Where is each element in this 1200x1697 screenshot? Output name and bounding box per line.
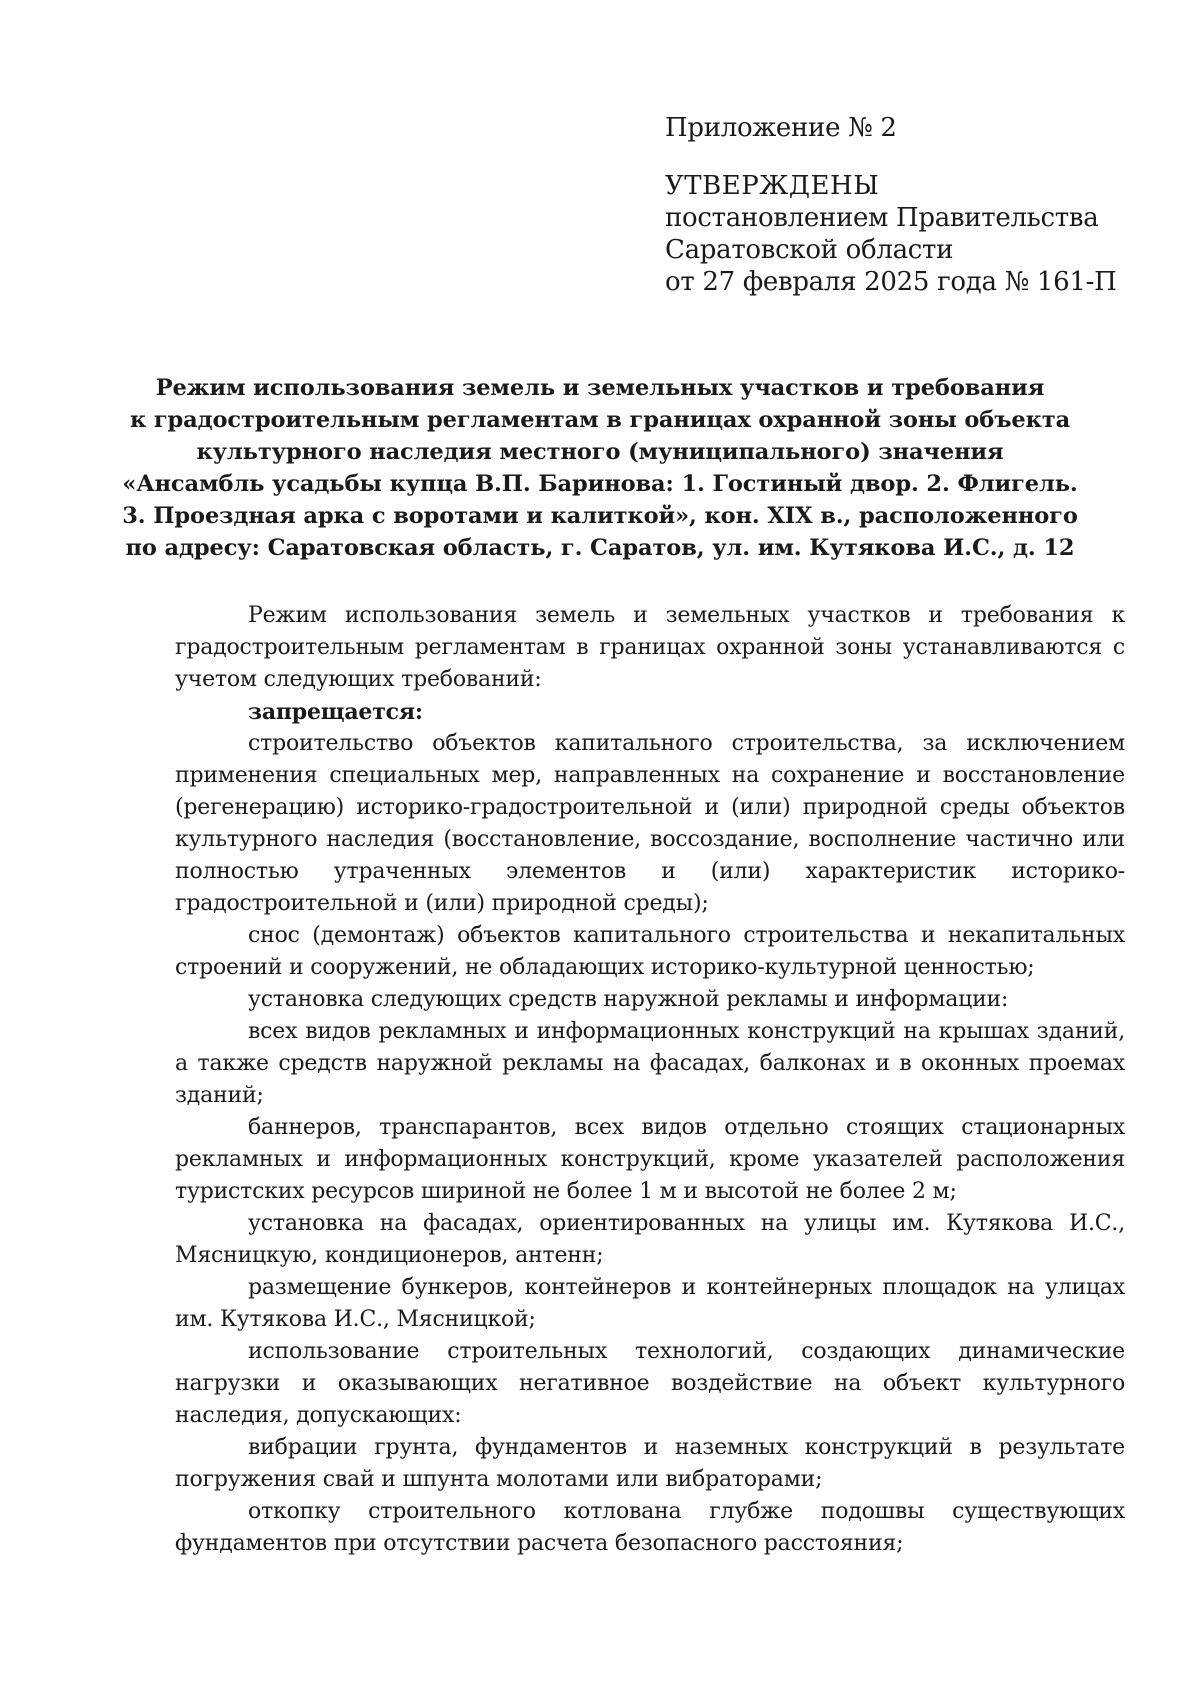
title-line: по адресу: Саратовская область, г. Саратов, ул. им. Кутякова И.С., д. 12 bbox=[125, 535, 1075, 561]
intro-paragraph: Режим использования земель и земельных участков и требования к градостроительным регламентам в границах охранной зоны устанавливаются с учетом следующих требований: bbox=[175, 603, 1125, 692]
list-item: использование строительных технологий, создающих динамические нагрузки и оказывающих негативное воздействие на объект культурного наследия, допускающих: bbox=[175, 1339, 1125, 1428]
approved-heading: УТВЕРЖДЕНЫ bbox=[665, 171, 880, 201]
approval-block bbox=[665, 112, 1117, 298]
document-title bbox=[120, 372, 1080, 564]
approved-date-line: от 27 февраля 2025 года № 161-П bbox=[665, 267, 1117, 297]
title-line: «Ансамбль усадьбы купца В.П. Баринова: 1. Гостиный двор. 2. Флигель. bbox=[122, 471, 1078, 497]
list-item: откопку строительного котлована глубже подошвы существующих фундаментов при отсутствии расчета безопасного расстояния; bbox=[175, 1499, 1125, 1556]
forbidden-label: запрещается: bbox=[248, 699, 423, 725]
list-item: вибрации грунта, фундаментов и наземных конструкций в результате погружения свай и шпунта молотами или вибраторами; bbox=[175, 1435, 1125, 1492]
document-body bbox=[175, 600, 1125, 1560]
annex-number: Приложение № 2 bbox=[665, 113, 897, 143]
list-item: строительство объектов капитального строительства, за исключением применения специальных мер, направленных на сохранение и восстановление (регенерацию) историко-градостроительной и (или) природной среды объектов культурного наследия (восстановление, воссоздание, восполнение частично или полностью утраченных элементов и (или) характеристик историко-градостроительной и (или) природной среды); bbox=[175, 731, 1125, 916]
list-item: установка на фасадах, ориентированных на улицы им. Кутякова И.С., Мясницкую, кондиционеров, антенн; bbox=[175, 1211, 1125, 1268]
list-item: всех видов рекламных и информационных конструкций на крышах зданий, а также средств наружной рекламы на фасадах, балконах и в оконных проемах зданий; bbox=[175, 1019, 1125, 1108]
approved-by-line: постановлением Правительства bbox=[665, 203, 1099, 233]
title-line: 3. Проездная арка с воротами и калиткой», кон. XIX в., расположенного bbox=[122, 503, 1078, 529]
title-line: культурного наследия местного (муниципального) значения bbox=[196, 439, 1004, 465]
title-line: к градостроительным регламентам в границах охранной зоны объекта bbox=[129, 407, 1071, 433]
title-line: Режим использования земель и земельных участков и требования bbox=[155, 375, 1045, 401]
approved-region-line: Саратовской области bbox=[665, 235, 954, 265]
list-item: размещение бункеров, контейнеров и контейнерных площадок на улицах им. Кутякова И.С., Мясницкой; bbox=[175, 1275, 1125, 1332]
list-item: установка следующих средств наружной рекламы и информации: bbox=[248, 987, 1009, 1012]
list-item: баннеров, транспарантов, всех видов отдельно стоящих стационарных рекламных и информационных конструкций, кроме указателей расположения туристских ресурсов шириной не более 1 м и высотой не более 2 м; bbox=[175, 1115, 1125, 1204]
list-item: снос (демонтаж) объектов капитального строительства и некапитальных строений и сооружений, не обладающих историко-культурной ценностью; bbox=[175, 923, 1125, 980]
